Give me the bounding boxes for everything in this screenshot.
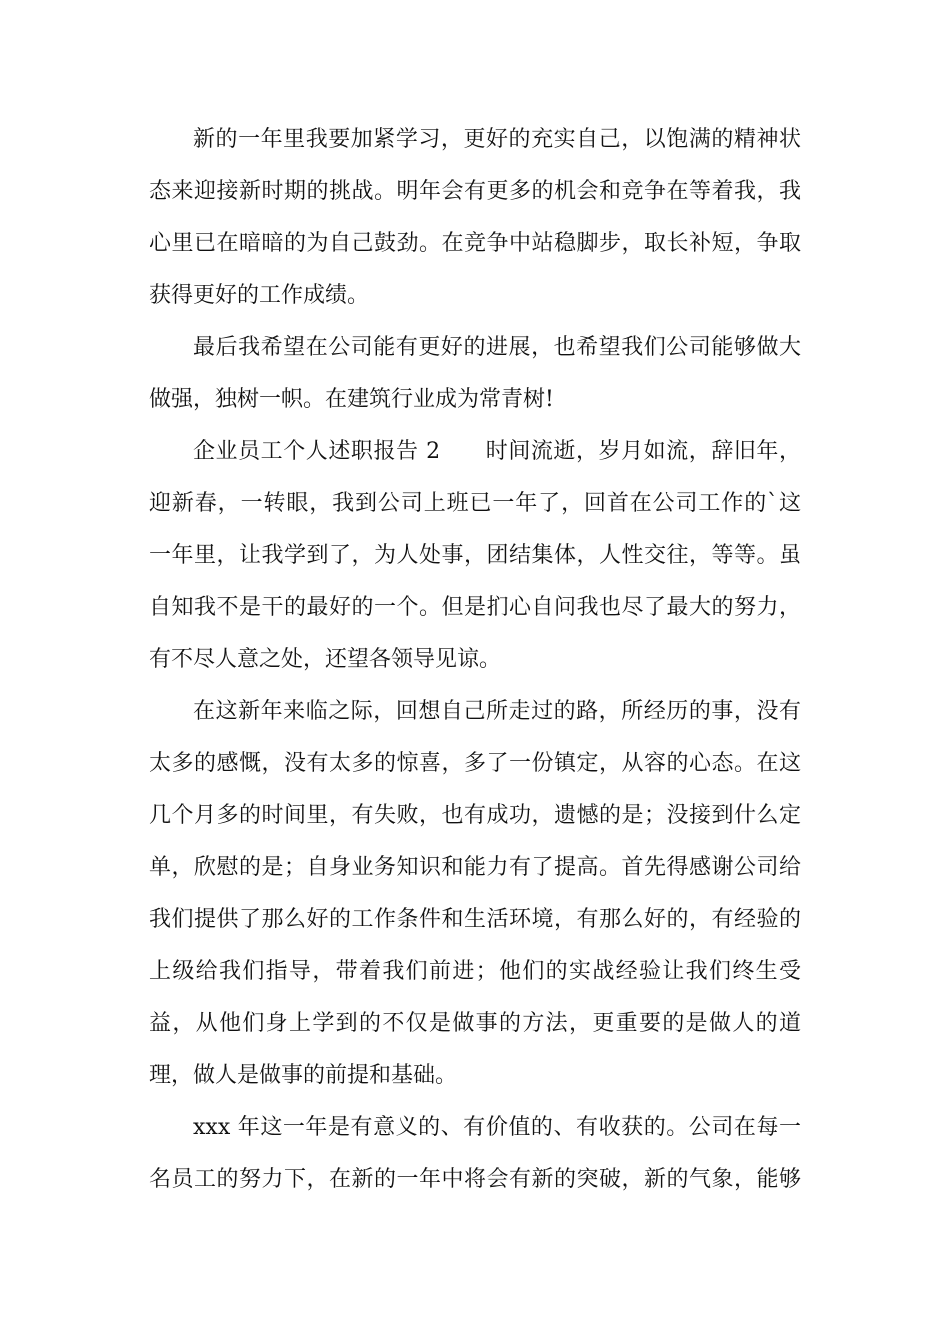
paragraph-xxx-year (149, 1102, 801, 1206)
document-body (149, 114, 801, 1206)
text-line: 迎新春，一转眼，我到公司上班已一年了，回首在公司工作的`这 (149, 491, 801, 516)
paragraph-reflection (149, 686, 801, 1102)
text-line: 态来迎接新时期的挑战。明年会有更多的机会和竞争在等着我，我 (149, 179, 801, 204)
text-line: 理，做人是做事的前提和基础。 (149, 1063, 458, 1088)
text-line: 获得更好的工作成绩。 (149, 283, 370, 308)
text-line: 我们提供了那么好的工作条件和生活环境，有那么好的，有经验的 (149, 907, 801, 932)
text-line: 心里已在暗暗的为自己鼓劲。在竞争中站稳脚步，取长补短，争取 (149, 231, 801, 256)
text-line: 名员工的努力下，在新的一年中将会有新的突破，新的气象，能够 (149, 1167, 801, 1192)
paragraph-company-hope (149, 322, 801, 426)
text-line: 自知我不是干的最好的一个。但是扪心自问我也尽了最大的努力， (149, 595, 801, 620)
paragraph-report-2-intro (149, 426, 801, 686)
text-line: 新的一年里我要加紧学习，更好的充实自己，以饱满的精神状 (193, 127, 801, 152)
text-line: 在这新年来临之际，回想自己所走过的路，所经历的事，没有 (193, 699, 801, 724)
text-line: 益，从他们身上学到的不仅是做事的方法，更重要的是做人的道 (149, 1011, 801, 1036)
paragraph-new-year-study (149, 114, 801, 322)
text-line: 上级给我们指导，带着我们前进；他们的实战经验让我们终生受 (149, 959, 801, 984)
text-line: 企业员工个人述职报告 2 时间流逝，岁月如流，辞旧年， (193, 439, 801, 464)
text-line: 单，欣慰的是；自身业务知识和能力有了提高。首先得感谢公司给 (149, 855, 801, 880)
text-line: 做强，独树一帜。在建筑行业成为常青树! (149, 387, 554, 412)
text-line: 太多的感慨，没有太多的惊喜，多了一份镇定，从容的心态。在这 (149, 751, 801, 776)
text-line: xxx 年这一年是有意义的、有价值的、有收获的。公司在每一 (193, 1115, 801, 1140)
text-line: 几个月多的时间里，有失败，也有成功，遗憾的是；没接到什么定 (149, 803, 801, 828)
text-line: 一年里，让我学到了，为人处事，团结集体，人性交往，等等。虽 (149, 543, 801, 568)
text-line: 最后我希望在公司能有更好的进展，也希望我们公司能够做大 (193, 335, 801, 360)
text-line: 有不尽人意之处，还望各领导见谅。 (149, 647, 502, 672)
